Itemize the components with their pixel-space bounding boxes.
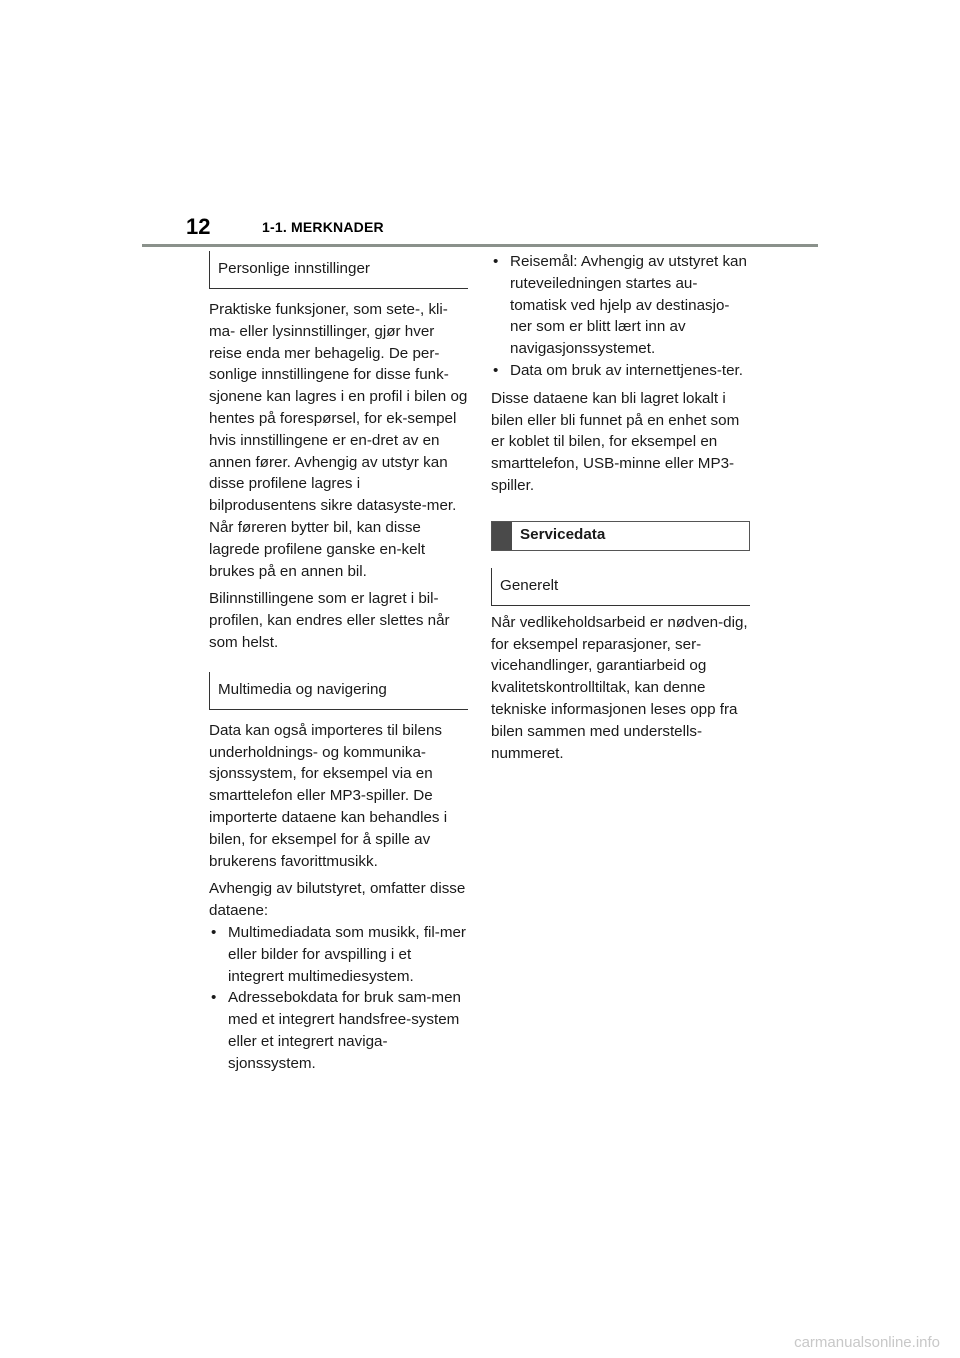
section-marker (492, 522, 512, 550)
header-rule (142, 244, 818, 247)
section-label: Servicedata (520, 525, 606, 543)
watermark: carmanualsonline.info (794, 1334, 940, 1351)
section-title: 1-1. MERKNADER (262, 219, 384, 235)
paragraph: Disse dataene kan bli lagret lokalt i bilen eller bli funnet på en enhet som er koblet til bilen, for eksempel en smarttelefon, USB-minne eller MP3-spiller. (491, 389, 740, 494)
paragraph: Praktiske funksjoner, som sete-, kli-ma- eller lysinnstillinger, gjør hver reise enda mer behagelig. De per-sonlige innstillingene for disse funk-sjonene kan lagres i en profil i bilen og hentes på forespørsel, for ek-sempel hvis innstillingene er en-dret av en annen fører. Avhengig av utstyr kan disse profilene lagres i bilprodusentens sikre datasyste-mer. Når føreren bytter bil, kan disse lagrede profilene ganske en-kelt brukes på en annen bil. (209, 301, 468, 580)
list-item: • Multimediadata som musikk, fil-mer eller bilder for avspilling i et integrert multimediesystem. (209, 922, 469, 987)
right-column (491, 251, 751, 764)
bullet-list (491, 251, 751, 382)
list-item: • Data om bruk av internettjenes-ter. (491, 360, 751, 382)
list-item: • Adressebokdata for bruk sam-men med et integrert handsfree-system eller et integrert naviga-sjonssystem. (209, 987, 469, 1074)
paragraph: Når vedlikeholdsarbeid er nødven-dig, for eksempel reparasjoner, ser-vicehandlinger, garantiarbeid og kvalitetskontrolltiltak, kan denne tekniske informasjonen leses opp fra bilen sammen med understells-nummeret. (491, 613, 748, 762)
list-item: • Reisemål: Avhengig av utstyret kan ruteveiledningen startes au-tomatisk ved hjelp av destinasjo-ner som er blitt lært inn av navigasjonssystemet. (491, 251, 751, 360)
page-number: 12 (186, 214, 211, 239)
paragraph: Bilinnstillingene som er lagret i bil-profilen, kan endres eller slettes når som helst. (209, 590, 450, 651)
heading-general: Generelt (491, 568, 750, 606)
bullet-list (209, 922, 469, 1075)
section-box-service (491, 521, 750, 551)
heading-personal-settings: Personlige innstillinger (209, 251, 468, 289)
paragraph: Data kan også importeres til bilens underholdnings- og kommunika-sjonssystem, for eksempel via en smarttelefon eller MP3-spiller. De importerte dataene kan behandles i bilen, for eksempel for å spille av brukerens favorittmusikk. (209, 721, 448, 870)
heading-multimedia: Multimedia og navigering (209, 672, 468, 710)
paragraph: Avhengig av bilutstyret, omfatter disse dataene: (209, 880, 466, 920)
left-column (209, 251, 469, 1075)
